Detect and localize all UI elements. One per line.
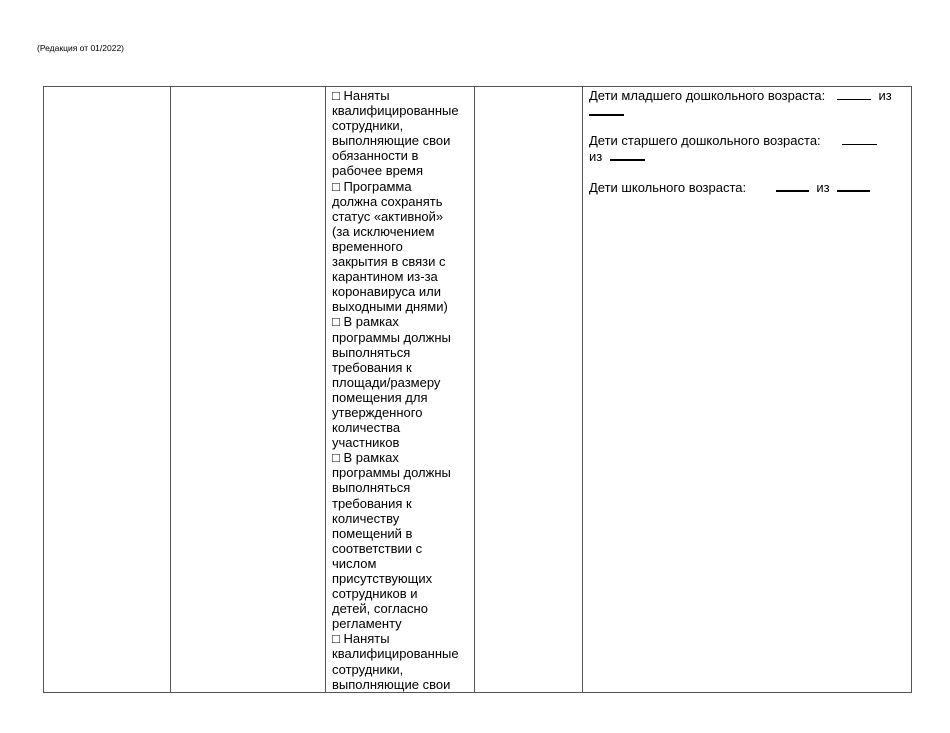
requirement-line: требования к bbox=[332, 359, 412, 375]
of-word: из bbox=[816, 180, 830, 196]
table-cell-empty-2 bbox=[171, 87, 326, 693]
requirement-line: временного bbox=[332, 238, 403, 254]
requirement-line: сотрудники, bbox=[332, 118, 404, 134]
age-groups-cell bbox=[583, 87, 912, 693]
requirement-line: сотрудники, bbox=[332, 661, 404, 677]
requirement-line: выполняться bbox=[332, 480, 411, 496]
requirements-cell bbox=[326, 87, 475, 693]
requirement-line: сотрудников и bbox=[332, 586, 418, 602]
requirement-line: числом bbox=[332, 555, 377, 571]
requirement-line: площади/размеру bbox=[332, 374, 441, 390]
requirement-line: утвержденного bbox=[332, 404, 423, 420]
requirement-line: закрытия в связи с bbox=[332, 254, 446, 270]
requirement-line: требования к bbox=[332, 495, 412, 511]
requirement-line: должна сохранять bbox=[332, 193, 443, 209]
requirement-line: (за исключением bbox=[332, 223, 435, 239]
requirement-line: программы должны bbox=[332, 465, 451, 481]
requirements-list bbox=[332, 88, 474, 692]
requirement-line: □ В рамках bbox=[332, 314, 399, 330]
requirement-line: квалифицированные bbox=[332, 103, 459, 119]
table-cell-empty-4 bbox=[475, 87, 583, 693]
requirement-line: □ В рамках bbox=[332, 450, 399, 466]
table-cell-empty-1 bbox=[44, 87, 171, 693]
requirements-table bbox=[43, 86, 912, 693]
age-group-preschool-young bbox=[589, 88, 906, 103]
requirement-line: соответствии с bbox=[332, 540, 423, 556]
of-word: из bbox=[878, 88, 892, 103]
requirement-line: обязанности в bbox=[332, 148, 419, 164]
requirement-line: выходными днями) bbox=[332, 299, 448, 315]
requirement-line: карантином из-за bbox=[332, 269, 438, 285]
requirement-line: выполняющие свои bbox=[332, 133, 451, 149]
requirement-line: помещения для bbox=[332, 389, 428, 405]
age-group-label: Дети младшего дошкольного возраста: bbox=[589, 88, 826, 103]
count-blank[interactable] bbox=[837, 88, 871, 100]
requirement-line: регламенту bbox=[332, 616, 402, 632]
requirement-line: квалифицированные bbox=[332, 646, 459, 662]
table-row bbox=[44, 87, 912, 693]
requirement-line: □ Наняты bbox=[332, 631, 390, 647]
requirement-line: присутствующих bbox=[332, 571, 433, 586]
requirement-line: □ Наняты bbox=[332, 88, 390, 103]
requirement-line: коронавируса или bbox=[332, 284, 441, 300]
count-blank[interactable] bbox=[842, 133, 877, 145]
total-blank[interactable] bbox=[589, 103, 624, 116]
age-group-preschool-young-total bbox=[589, 103, 906, 118]
of-word: из bbox=[589, 149, 603, 165]
requirement-line: рабочее время bbox=[332, 163, 424, 179]
age-group-preschool-old bbox=[589, 133, 906, 148]
requirement-line: детей, согласно bbox=[332, 601, 428, 617]
total-blank[interactable] bbox=[610, 148, 645, 161]
age-group-school bbox=[589, 179, 906, 195]
total-blank[interactable] bbox=[837, 179, 870, 192]
requirement-line: помещений в bbox=[332, 525, 413, 541]
requirement-line: количеству bbox=[332, 510, 400, 526]
revision-note: (Редакция от 01/2022) bbox=[37, 43, 125, 53]
requirement-line: количества bbox=[332, 420, 401, 436]
age-group-preschool-old-total bbox=[589, 148, 906, 164]
count-blank[interactable] bbox=[776, 179, 809, 192]
age-group-label: Дети школьного возраста: bbox=[589, 180, 747, 196]
requirement-line: участников bbox=[332, 435, 400, 451]
requirement-line: выполняющие свои bbox=[332, 676, 451, 692]
requirement-line: □ Программа bbox=[332, 178, 412, 194]
requirement-line: программы должны bbox=[332, 329, 451, 345]
requirement-line: выполняться bbox=[332, 344, 411, 360]
requirement-line: статус «активной» bbox=[332, 208, 444, 224]
age-group-label: Дети старшего дошкольного возраста: bbox=[589, 133, 821, 149]
